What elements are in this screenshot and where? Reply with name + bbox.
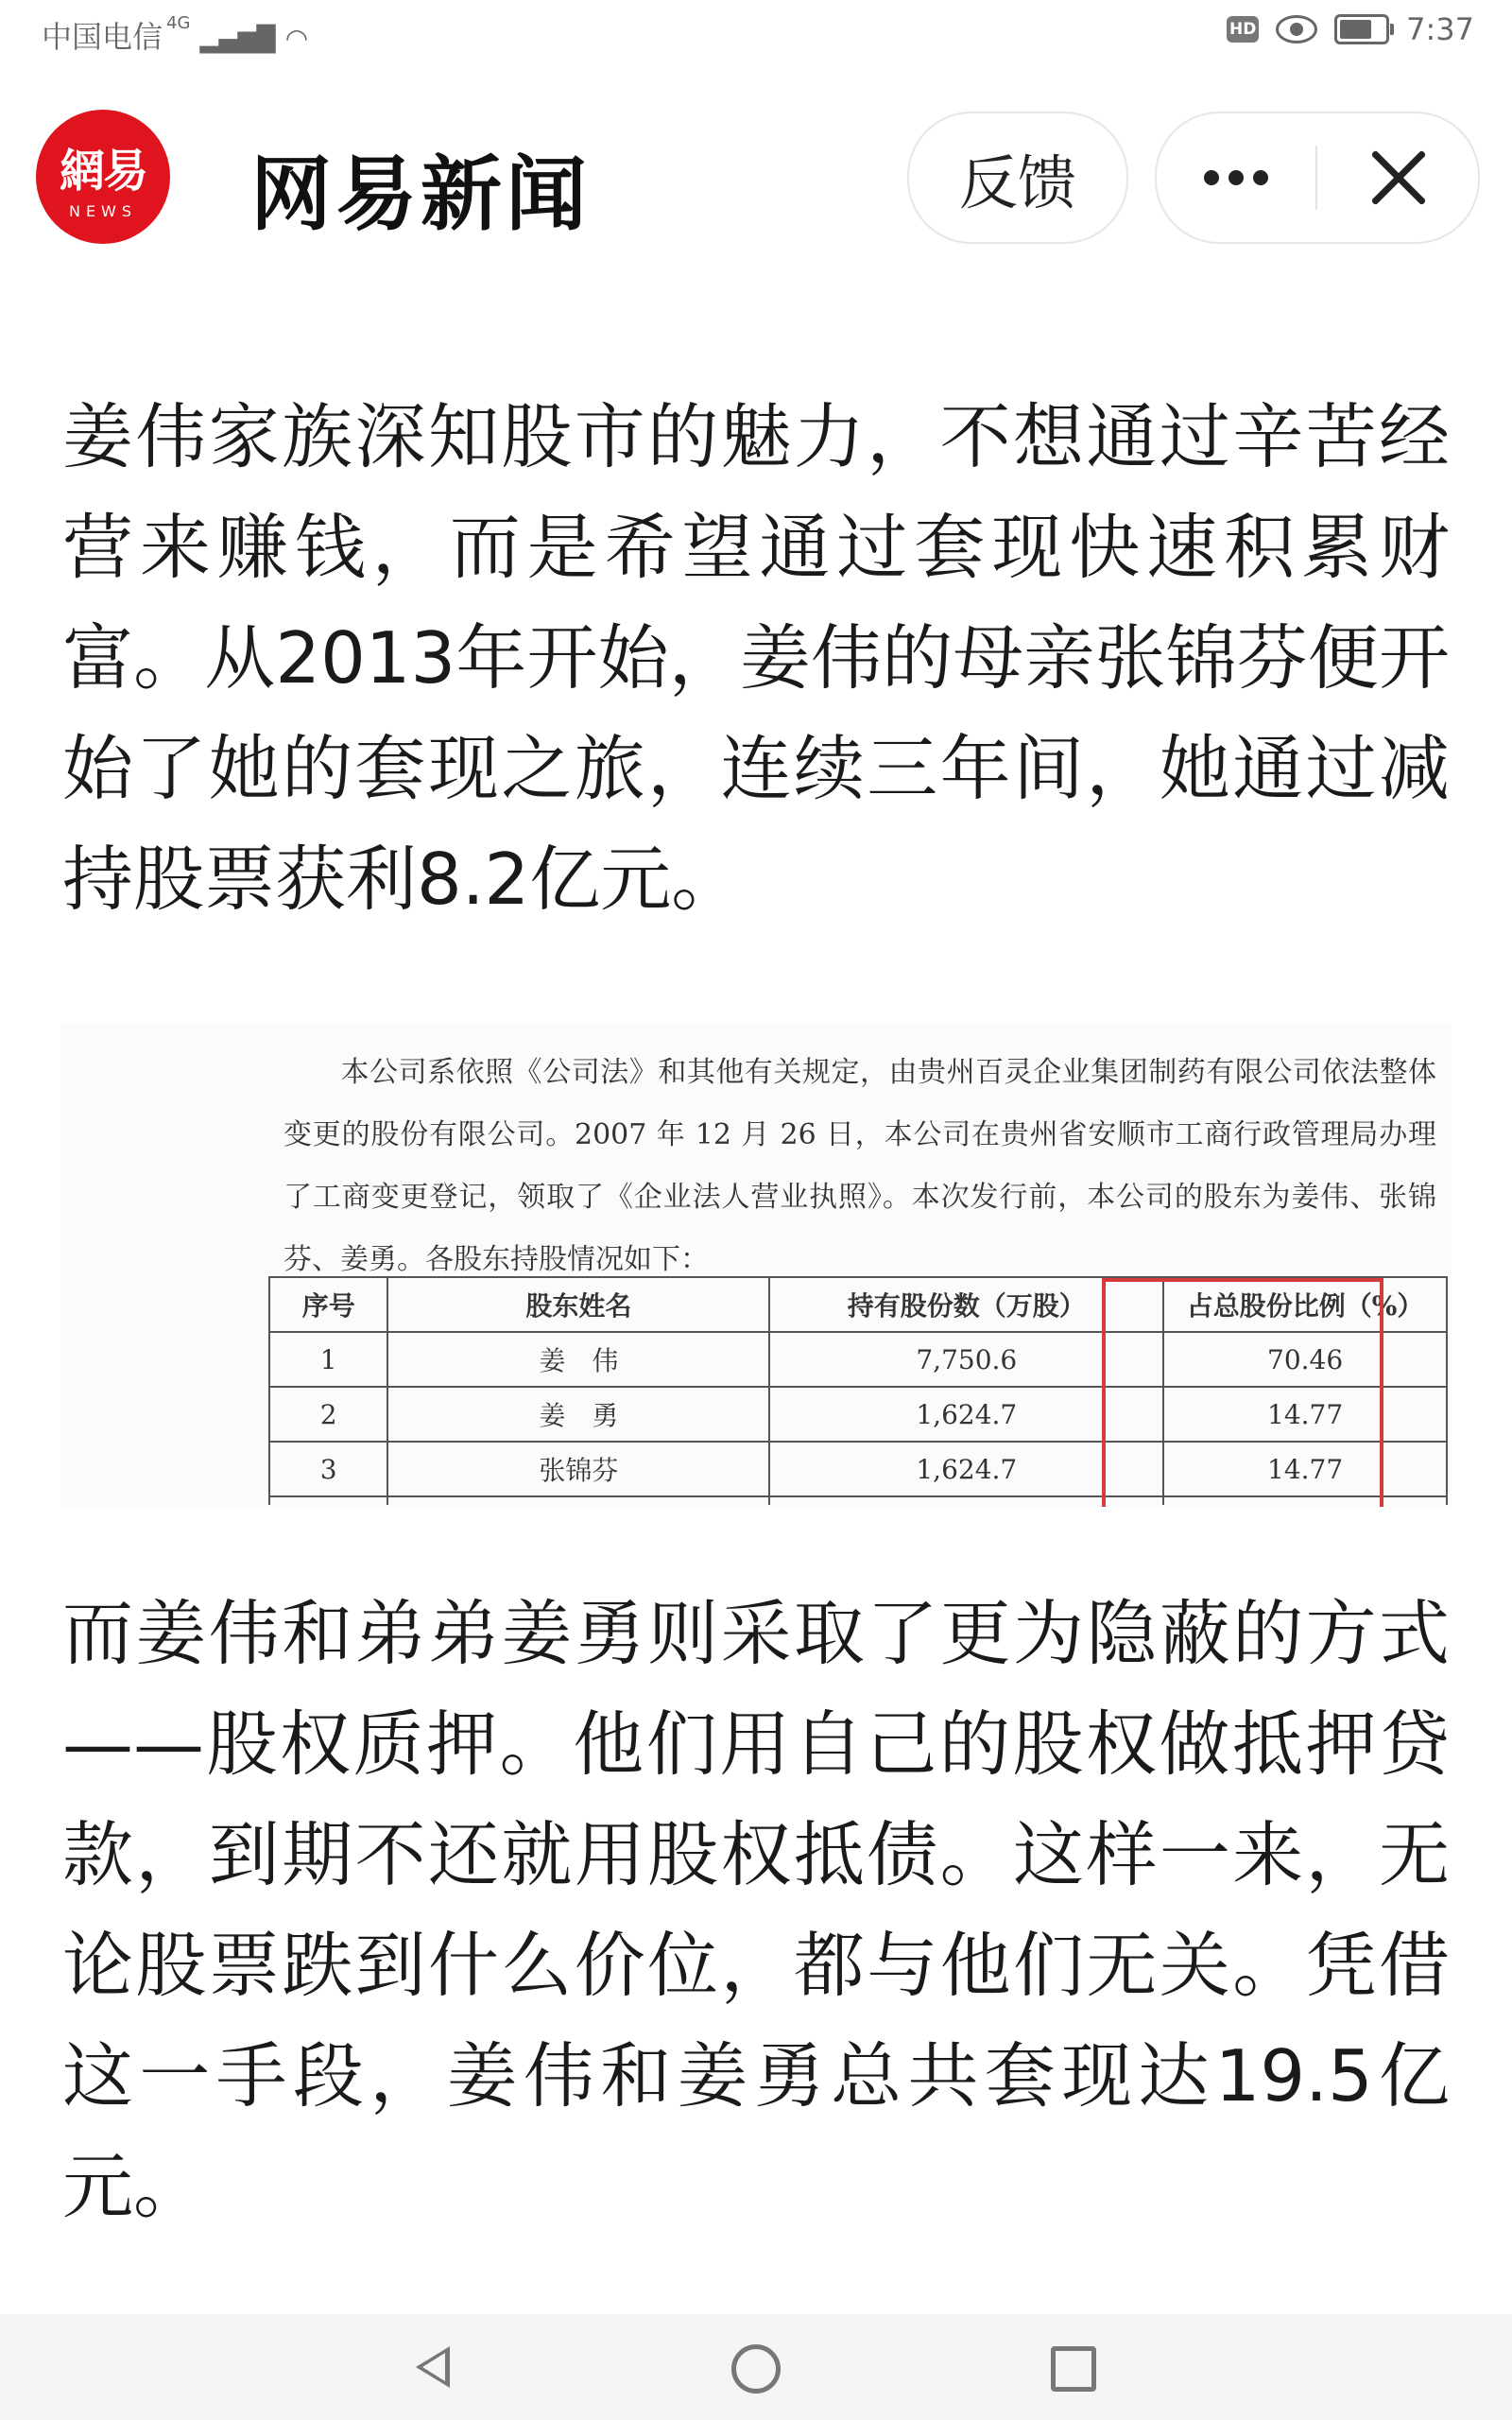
table-cell: 14.77 bbox=[1163, 1387, 1447, 1442]
table-cell: 70.46 bbox=[1163, 1332, 1447, 1387]
table-header: 持有股份数（万股） bbox=[769, 1277, 1163, 1332]
app-header bbox=[0, 104, 1512, 255]
status-bar bbox=[0, 0, 1512, 66]
carrier-name: 中国电信 bbox=[42, 19, 163, 55]
eye-comfort-icon bbox=[1276, 15, 1317, 43]
article-paragraph: 姜伟家族深知股市的魅力，不想通过辛苦经营来赚钱，而是希望通过套现快速积累财富。从2013年开始，姜伟的母亲张锦芬便开始了她的套现之旅，连续三年间，她通过减持股票获利8.2亿元。 bbox=[62, 395, 1450, 921]
article-image-prospectus[interactable] bbox=[60, 1023, 1452, 1507]
table-cell: 1,624.7 bbox=[769, 1387, 1163, 1442]
hd-icon: HD bbox=[1227, 16, 1259, 43]
wifi-icon: ◠ bbox=[284, 23, 309, 54]
more-dots-icon bbox=[1204, 170, 1268, 185]
capsule-divider bbox=[1315, 146, 1317, 210]
logo-english: NEWS bbox=[68, 202, 138, 220]
table-cell: 2 bbox=[269, 1387, 387, 1442]
carrier-info bbox=[42, 13, 308, 57]
mini-program-capsule bbox=[1155, 112, 1480, 244]
table-row bbox=[269, 1387, 1447, 1442]
network-type: 4G bbox=[166, 13, 191, 33]
article-paragraph: 而姜伟和弟弟姜勇则采取了更为隐蔽的方式——股权质押。他们用自己的股权做抵押贷款，到期不还就用股权抵债。这样一来，无论股票跌到什么价位，都与他们无关。凭借这一手段，姜伟和姜勇总共套现达19.5亿元。 bbox=[62, 1592, 1450, 2228]
table-cell: 14.77 bbox=[1163, 1442, 1447, 1496]
table-cell: 1,624.7 bbox=[769, 1442, 1163, 1496]
table-row bbox=[269, 1442, 1447, 1496]
table-header-row bbox=[269, 1277, 1447, 1332]
table-cell: 张锦芬 bbox=[387, 1442, 769, 1496]
table-cell: 姜 伟 bbox=[387, 1332, 769, 1387]
close-button[interactable] bbox=[1319, 113, 1478, 242]
prospectus-text: 本公司系依照《公司法》和其他有关规定，由贵州百灵企业集团制药有限公司依法整体变更的股份有限公司。2007 年 12 月 26 日，本公司在贵州省安顺市工商行政管理局办理了工商变更登记，领取了《企业法人营业执照》。本次发行前，本公司的股东为姜伟、张锦芬、姜勇。各股东持股情况如下： bbox=[284, 1056, 1436, 1276]
table-row-cut bbox=[269, 1496, 1447, 1505]
table-cell: 姜 勇 bbox=[387, 1387, 769, 1442]
feedback-button[interactable]: 反馈 bbox=[907, 112, 1128, 244]
recent-square-icon[interactable] bbox=[1051, 2346, 1096, 2392]
table-header: 序号 bbox=[269, 1277, 387, 1332]
logo-chinese: 網易 bbox=[59, 145, 146, 198]
table-cell: 1 bbox=[269, 1332, 387, 1387]
status-icons bbox=[1227, 11, 1474, 47]
table-header: 股东姓名 bbox=[387, 1277, 769, 1332]
battery-icon bbox=[1334, 14, 1389, 44]
system-nav-bar bbox=[0, 2314, 1512, 2420]
app-title: 网易新闻 bbox=[250, 147, 591, 242]
back-triangle-icon[interactable] bbox=[416, 2346, 450, 2388]
table-header: 占总股份比例（%） bbox=[1163, 1277, 1447, 1332]
shareholder-table bbox=[268, 1276, 1448, 1505]
clock: 7:37 bbox=[1406, 11, 1474, 47]
netease-news-logo bbox=[36, 110, 170, 244]
table-cell: 3 bbox=[269, 1442, 387, 1496]
battery-fill bbox=[1340, 20, 1371, 39]
table-cell: 7,750.6 bbox=[769, 1332, 1163, 1387]
signal-icon: ▂▄▆█ bbox=[199, 26, 276, 54]
home-circle-icon[interactable] bbox=[731, 2344, 781, 2394]
more-button[interactable] bbox=[1157, 113, 1315, 242]
table-row bbox=[269, 1332, 1447, 1387]
